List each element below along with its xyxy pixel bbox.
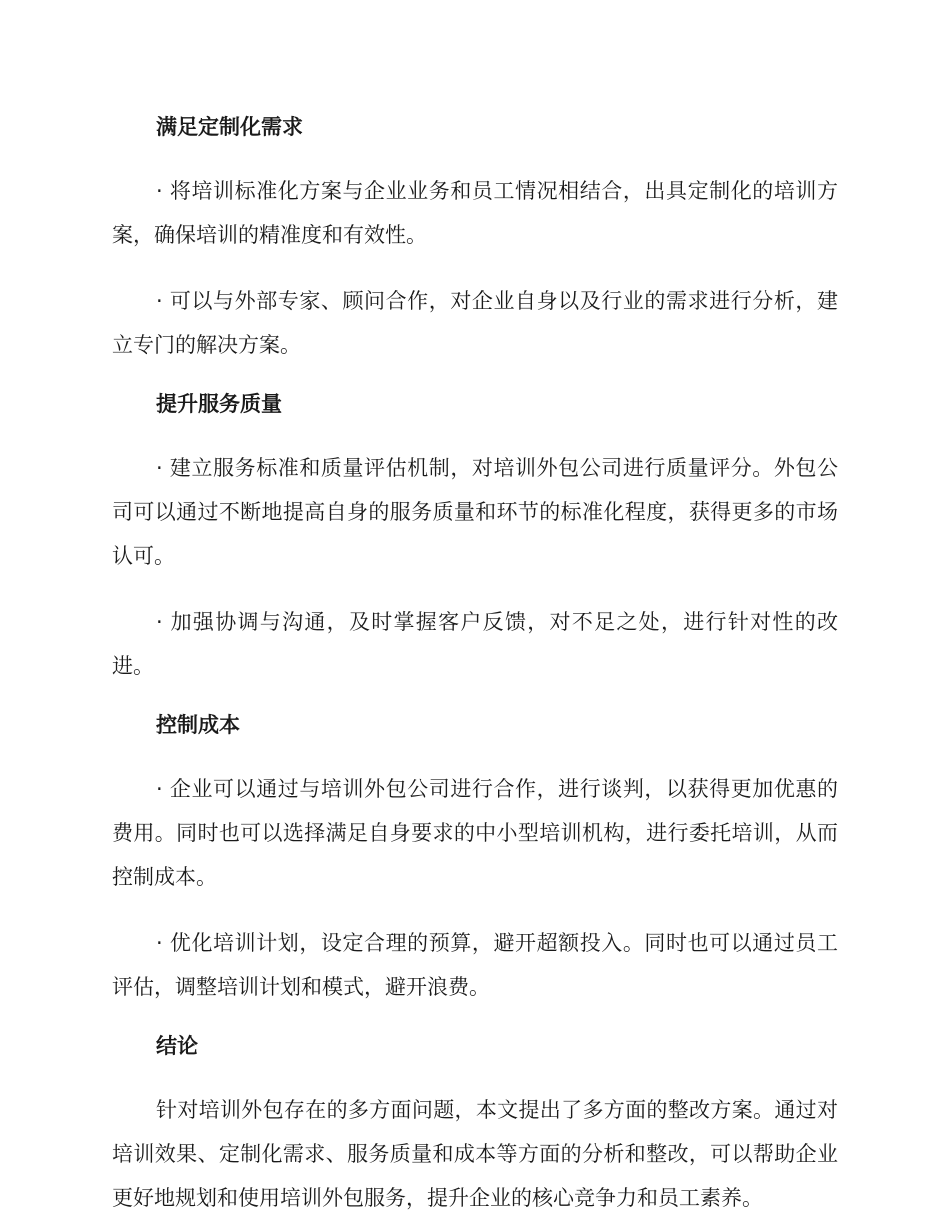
section-heading: 控制成本	[156, 713, 240, 737]
bullet-paragraph: · 加强协调与沟通，及时掌握客户反馈，对不足之处，进行针对性的改进。	[112, 610, 838, 678]
section-service-quality	[112, 389, 838, 688]
bullet-paragraph: · 将培训标准化方案与企业业务和员工情况相结合，出具定制化的培训方案，确保培训的精准度和有效性。	[112, 179, 838, 247]
section-cost-control	[112, 710, 838, 1009]
section-customization	[112, 112, 838, 367]
section-heading: 满足定制化需求	[156, 115, 303, 139]
bullet-paragraph: · 优化培训计划，设定合理的预算，避开超额投入。同时也可以通过员工评估，调整培训计划和模式，避开浪费。	[112, 931, 838, 999]
section-conclusion	[112, 1031, 838, 1220]
bullet-paragraph: · 可以与外部专家、顾问合作，对企业自身以及行业的需求进行分析，建立专门的解决方案。	[112, 289, 838, 357]
section-heading: 提升服务质量	[156, 392, 282, 416]
bullet-paragraph: · 企业可以通过与培训外包公司进行合作，进行谈判，以获得更加优惠的费用。同时也可以选择满足自身要求的中小型培训机构，进行委托培训，从而控制成本。	[112, 777, 838, 889]
body-paragraph: 针对培训外包存在的多方面问题，本文提出了多方面的整改方案。通过对培训效果、定制化需求、服务质量和成本等方面的分析和整改，可以帮助企业更好地规划和使用培训外包服务，提升企业的核心竞争力和员工素养。	[112, 1098, 838, 1210]
bullet-paragraph: · 建立服务标准和质量评估机制，对培训外包公司进行质量评分。外包公司可以通过不断地提高自身的服务质量和环节的标准化程度，获得更多的市场认可。	[112, 456, 838, 568]
section-heading: 结论	[156, 1034, 198, 1058]
